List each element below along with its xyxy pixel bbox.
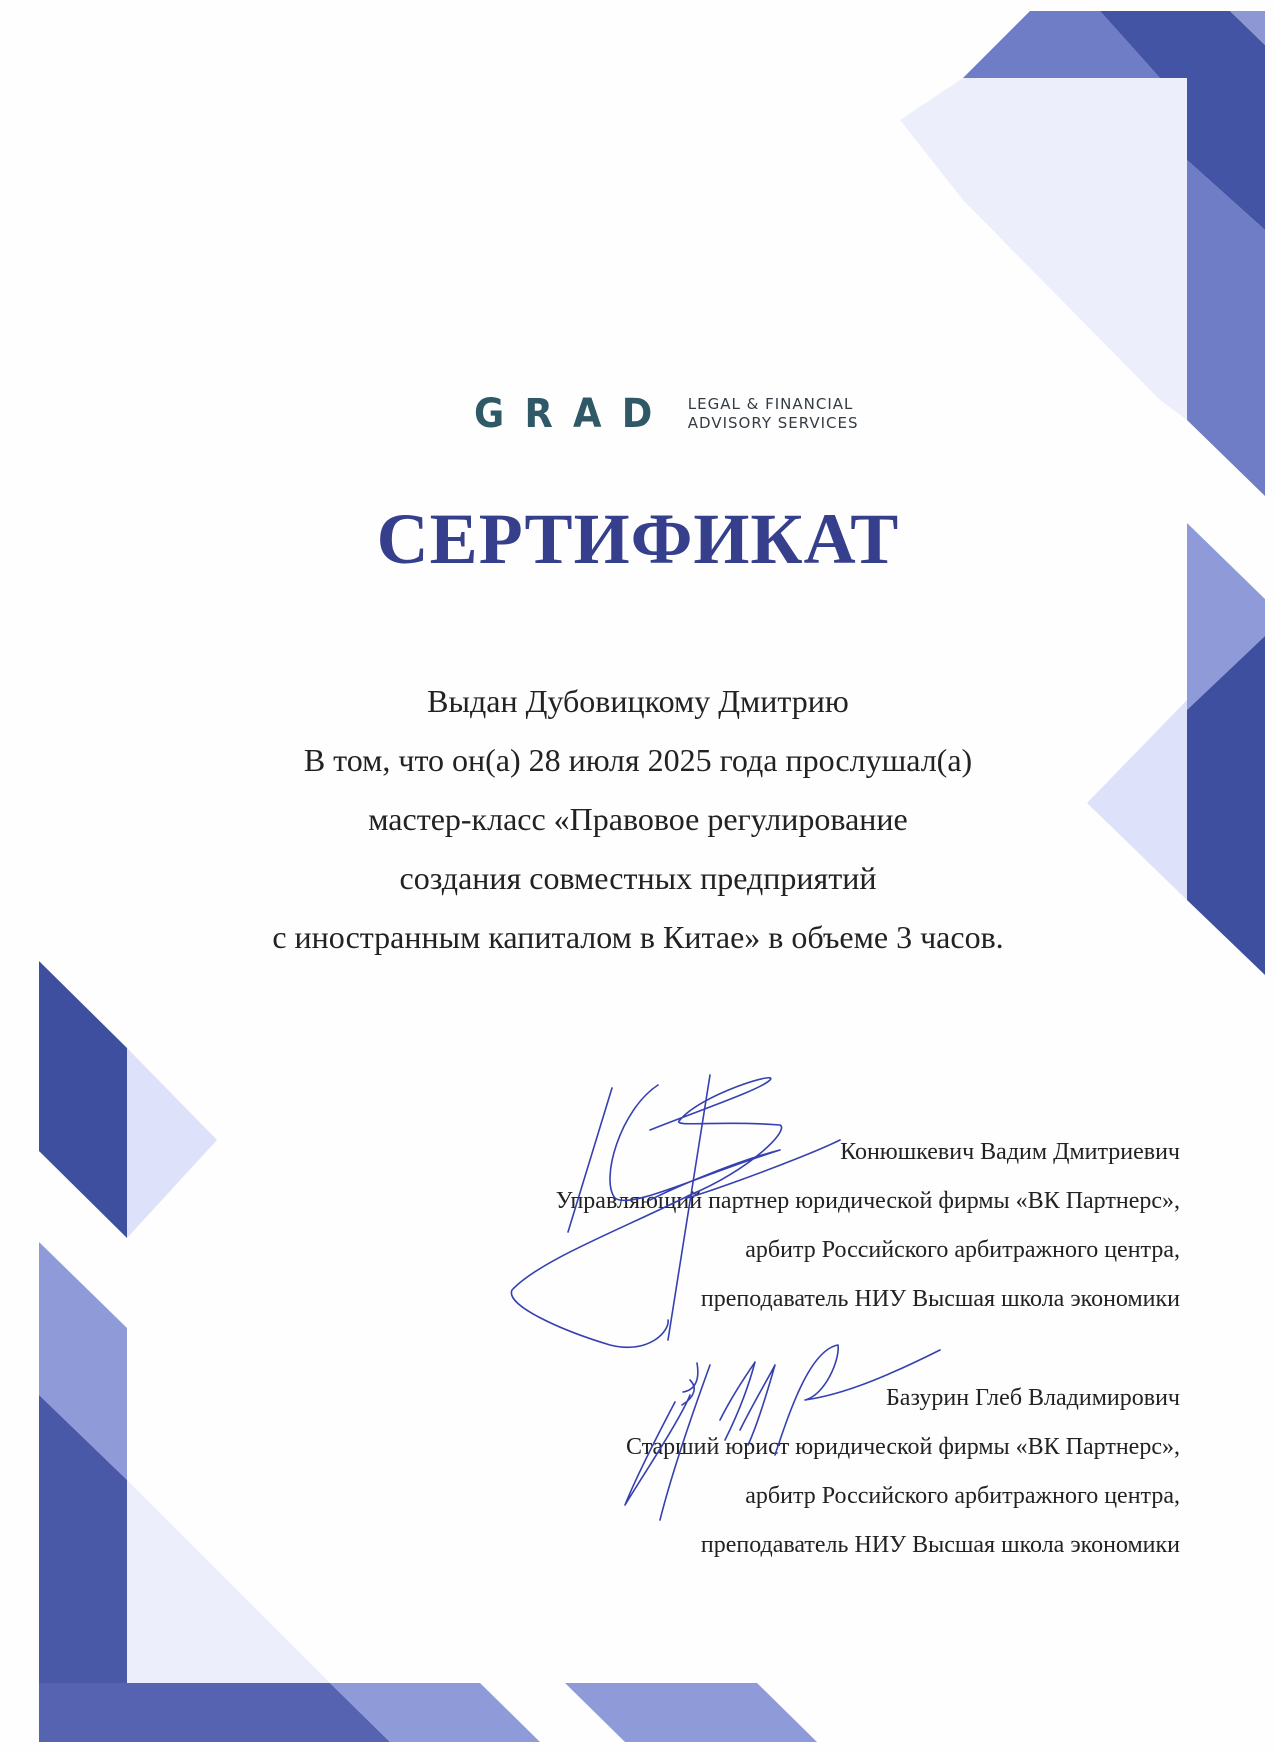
bottom-left-pale-panel bbox=[127, 1480, 330, 1683]
signer-name: Базурин Глеб Владимирович bbox=[886, 1385, 1180, 1411]
logo-subtitle-line2: ADVISORY SERVICES bbox=[687, 414, 859, 432]
body-line: мастер-класс «Правовое регулирование bbox=[368, 801, 908, 837]
signer-role: преподаватель НИУ Высшая школа экономики bbox=[700, 1286, 1180, 1312]
signer-name: Конюшкевич Вадим Дмитриевич bbox=[840, 1139, 1180, 1165]
signer-role: арбитр Российского арбитражного центра, bbox=[745, 1483, 1180, 1509]
bottom-strip-light bbox=[565, 1683, 817, 1742]
signer-role: арбитр Российского арбитражного центра, bbox=[745, 1237, 1180, 1263]
body-line: создания совместных предприятий bbox=[399, 860, 877, 896]
company-logo bbox=[474, 389, 859, 439]
body-line: с иностранным капиталом в Китае» в объеме 3 часов. bbox=[272, 919, 1004, 955]
left-mid-dark-band bbox=[39, 961, 127, 1238]
signer-block-1 bbox=[556, 1128, 1180, 1324]
signer-role: Старший юрист юридической фирмы «ВК Партнерс», bbox=[626, 1434, 1180, 1460]
signer-role: преподаватель НИУ Высшая школа экономики bbox=[700, 1532, 1180, 1558]
certificate-body bbox=[0, 672, 1276, 967]
logo-subtitle bbox=[688, 395, 859, 433]
signer-block-2 bbox=[626, 1374, 1180, 1570]
left-mid-pale-triangle bbox=[127, 1048, 217, 1238]
logo-subtitle-line1: LEGAL & FINANCIAL bbox=[687, 395, 854, 413]
body-line: В том, что он(а) 28 июля 2025 года прослушал(а) bbox=[303, 742, 973, 778]
bottom-left-corner bbox=[39, 1683, 390, 1742]
top-right-pale-panel bbox=[900, 78, 1187, 420]
certificate-title: СЕРТИФИКАТ bbox=[376, 499, 900, 579]
logo-mark: GRAD bbox=[474, 391, 673, 437]
signer-role: Управляющий партнер юридической фирмы «ВК Партнерс», bbox=[555, 1188, 1180, 1214]
recipient-line: Выдан Дубовицкому Дмитрию bbox=[427, 683, 849, 719]
